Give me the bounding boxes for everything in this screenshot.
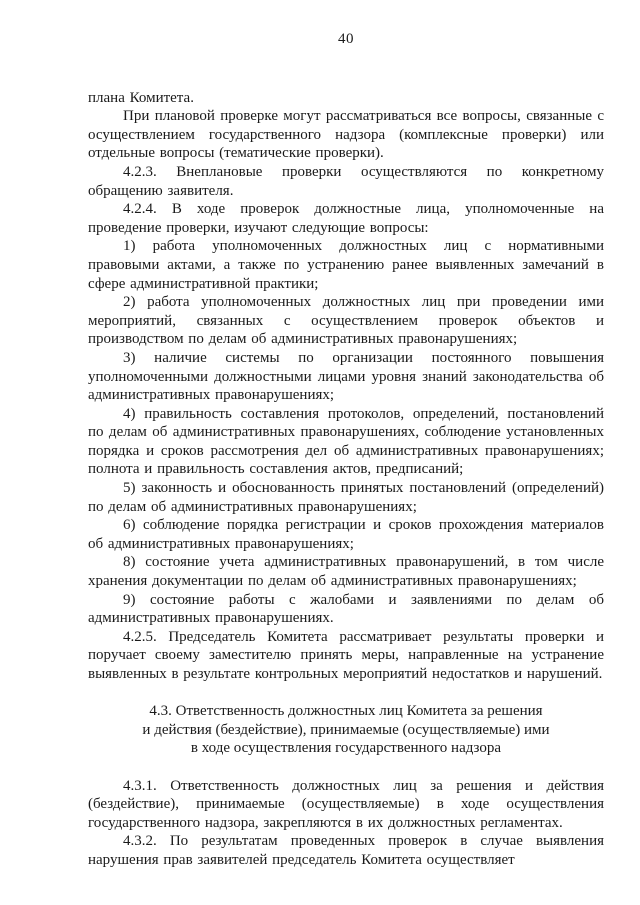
clause-4-2-5: 4.2.5. Председатель Комитета рассматривает результаты проверки и поручает своему заместителю принять меры, направленные на устранение выявленных в результате контрольных мероприятий недостатков и нарушений. [88, 628, 604, 682]
list-item-5: 5) законность и обоснованность принятых постановлений (определений) по делам об административных правонарушениях; [88, 480, 604, 515]
document-content [88, 89, 604, 870]
clause-4-3-1: 4.3.1. Ответственность должностных лиц за решения и действия (бездействие), принимаемые (осуществляемые) в ходе осуществления государственного надзора, закрепляются в их должностных регламентах. [88, 777, 604, 831]
list-item-2: 2) работа уполномоченных должностных лиц при проведении ими мероприятий, связанных с осуществлением проверок объектов и производством по делам об административных правонарушениях; [88, 294, 604, 348]
clause-4-2-3: 4.2.3. Внеплановые проверки осуществляются по конкретному обращению заявителя. [88, 163, 604, 199]
list-item-9: 9) состояние работы с жалобами и заявлениями по делам об административных правонарушениях. [88, 591, 604, 627]
clause-4-3-2: 4.3.2. По результатам проведенных проверок в случае выявления нарушения прав заявителей председатель Комитета осуществляет [88, 833, 604, 868]
list-item-4: 4) правильность составления протоколов, определений, постановлений по делам об административных правонарушениях, соблюдение установленных порядка и сроков рассмотрения дел об административных правонарушениях; полнота и правильность составления актов, предписаний; [88, 405, 604, 478]
heading-4-3 [88, 702, 604, 758]
paragraph-planned-checks: При плановой проверке могут рассматриваться все вопросы, связанные с осуществлением государственного надзора (комплексные проверки) или отдельные вопросы (тематические проверки). [88, 108, 604, 162]
heading-line: 4.3. Ответственность должностных лиц Комитета за решения [149, 703, 543, 720]
list-item-8: 8) состояние учета административных правонарушений, в том числе хранения документации по делам об административных правонарушениях; [88, 554, 604, 590]
list-item-1: 1) работа уполномоченных должностных лиц с нормативными правовыми актами, а также по устранению ранее выявленных замечаний в сфере административной практики; [88, 238, 604, 292]
heading-line: в ходе осуществления государственного надзора [190, 740, 502, 757]
list-item-3: 3) наличие системы по организации постоянного повышения уполномоченными должностными лицами уровня знаний законодательства об административных правонарушениях; [88, 349, 604, 404]
heading-line: и действия (бездействие), принимаемые (осуществляемые) ими [142, 721, 550, 738]
list-item-6: 6) соблюдение порядка регистрации и сроков прохождения материалов об административных правонарушениях; [88, 517, 604, 552]
page-number: 40 [338, 31, 354, 47]
paragraph-continuation: плана Комитета. [88, 89, 194, 106]
clause-4-2-4: 4.2.4. В ходе проверок должностные лица, уполномоченные на проведение проверки, изучают следующие вопросы: [88, 201, 604, 236]
